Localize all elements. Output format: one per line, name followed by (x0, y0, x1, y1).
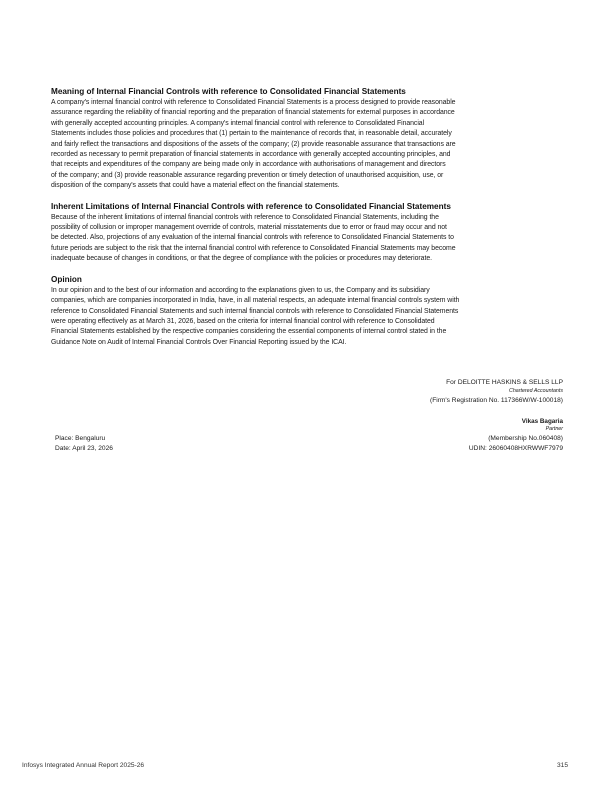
text-line: Financial Statements established by the respective companies considering the essential components of internal control stated in the (51, 328, 447, 336)
text-line: Statements includes those policies and procedures that (1) pertain to the maintenance of records that, in reasonable detail, accurately (51, 130, 452, 138)
section-meaning (51, 86, 563, 192)
membership-number: (Membership No.060408) (488, 435, 563, 442)
report-title: Infosys Integrated Annual Report 2025-26 (22, 762, 145, 769)
text-line: that receipts and expenditures of the company are being made only in accordance with authorisations of management and directors (51, 161, 446, 169)
text-line: Guidance Note on Audit of Internal Financial Controls Over Financial Reporting issued by the ICAI. (51, 338, 347, 346)
text-line: disposition of the company's assets that could have a material effect on the financial statements. (51, 182, 340, 190)
section-heading: Inherent Limitations of Internal Financial Controls with reference to Consolidated Financial Statements (51, 201, 451, 211)
section-paragraph (51, 286, 563, 348)
text-line: of the company; and (3) provide reasonable assurance regarding prevention or timely detection of unauthorised acquisition, use, or (51, 171, 444, 179)
text-line: reference to Consolidated Financial Statements and such internal financial controls with reference to Consolidated Financial Statements (51, 307, 459, 315)
section-paragraph (51, 98, 563, 192)
section-heading: Opinion (51, 274, 82, 284)
udin-number: UDIN: 26060408HXRWWF7979 (468, 445, 563, 452)
text-line: inadequate because of changes in conditions, or that the degree of compliance with the policies or procedures may deteriorate. (51, 255, 432, 263)
text-line: assurance regarding the reliability of financial reporting and the preparation of financial statements for external purposes in accordance (51, 109, 455, 117)
report-body (51, 86, 563, 357)
text-line: future periods are subject to the risk that the internal financial control with reference to Consolidated Financial Statements may become (51, 244, 456, 252)
text-line: possibility of collusion or improper management override of controls, material misstatements due to error or fraud may occur and not (51, 224, 447, 232)
place-label: Place: Bengaluru (55, 435, 106, 442)
section-heading: Meaning of Internal Financial Controls with reference to Consolidated Financial Statements (51, 87, 406, 96)
text-line: Because of the inherent limitations of internal financial controls with reference to Consolidated Financial Statements, including the (51, 213, 439, 221)
text-line: A company's internal financial control with reference to Consolidated Financial Statements is a process designed to provide reasonable (51, 99, 456, 106)
text-line: were operating effectively as at March 31, 2026, based on the criteria for internal financial control with reference to Consolidated (51, 317, 435, 325)
firm-registration: (Firm's Registration No. 117366W/W-100018) (430, 397, 563, 404)
partner-name: Vikas Bagaria (521, 418, 563, 425)
signature-block (55, 378, 563, 458)
firm-type: Chartered Accountants (509, 388, 563, 394)
section-paragraph (51, 213, 563, 265)
text-line: In our opinion and to the best of our information and according to the explanations given to us, the Company and its subsidiary (51, 286, 430, 294)
section-opinion (51, 274, 563, 348)
text-line: recorded as necessary to permit preparation of financial statements in accordance with generally accepted accounting principles, and (51, 151, 451, 159)
text-line: companies, which are companies incorporated in India, have, in all material respects, an adequate internal financial controls system with (51, 297, 460, 305)
date-label: Date: April 23, 2026 (55, 445, 113, 452)
text-line: with generally accepted accounting principles. A company's internal financial control with reference to Consolidated Financial (51, 119, 425, 127)
section-inherent-limitations (51, 201, 563, 265)
firm-name: For DELOITTE HASKINS & SELLS LLP (446, 379, 563, 386)
page-number: 315 (556, 762, 568, 769)
partner-role: Partner (545, 426, 563, 432)
text-line: be detected. Also, projections of any evaluation of the internal financial controls with reference to Consolidated Financial Statements to (51, 234, 454, 242)
text-line: and fairly reflect the transactions and dispositions of the assets of the company; (2) provide reasonable assurance that transactions are (51, 140, 456, 148)
